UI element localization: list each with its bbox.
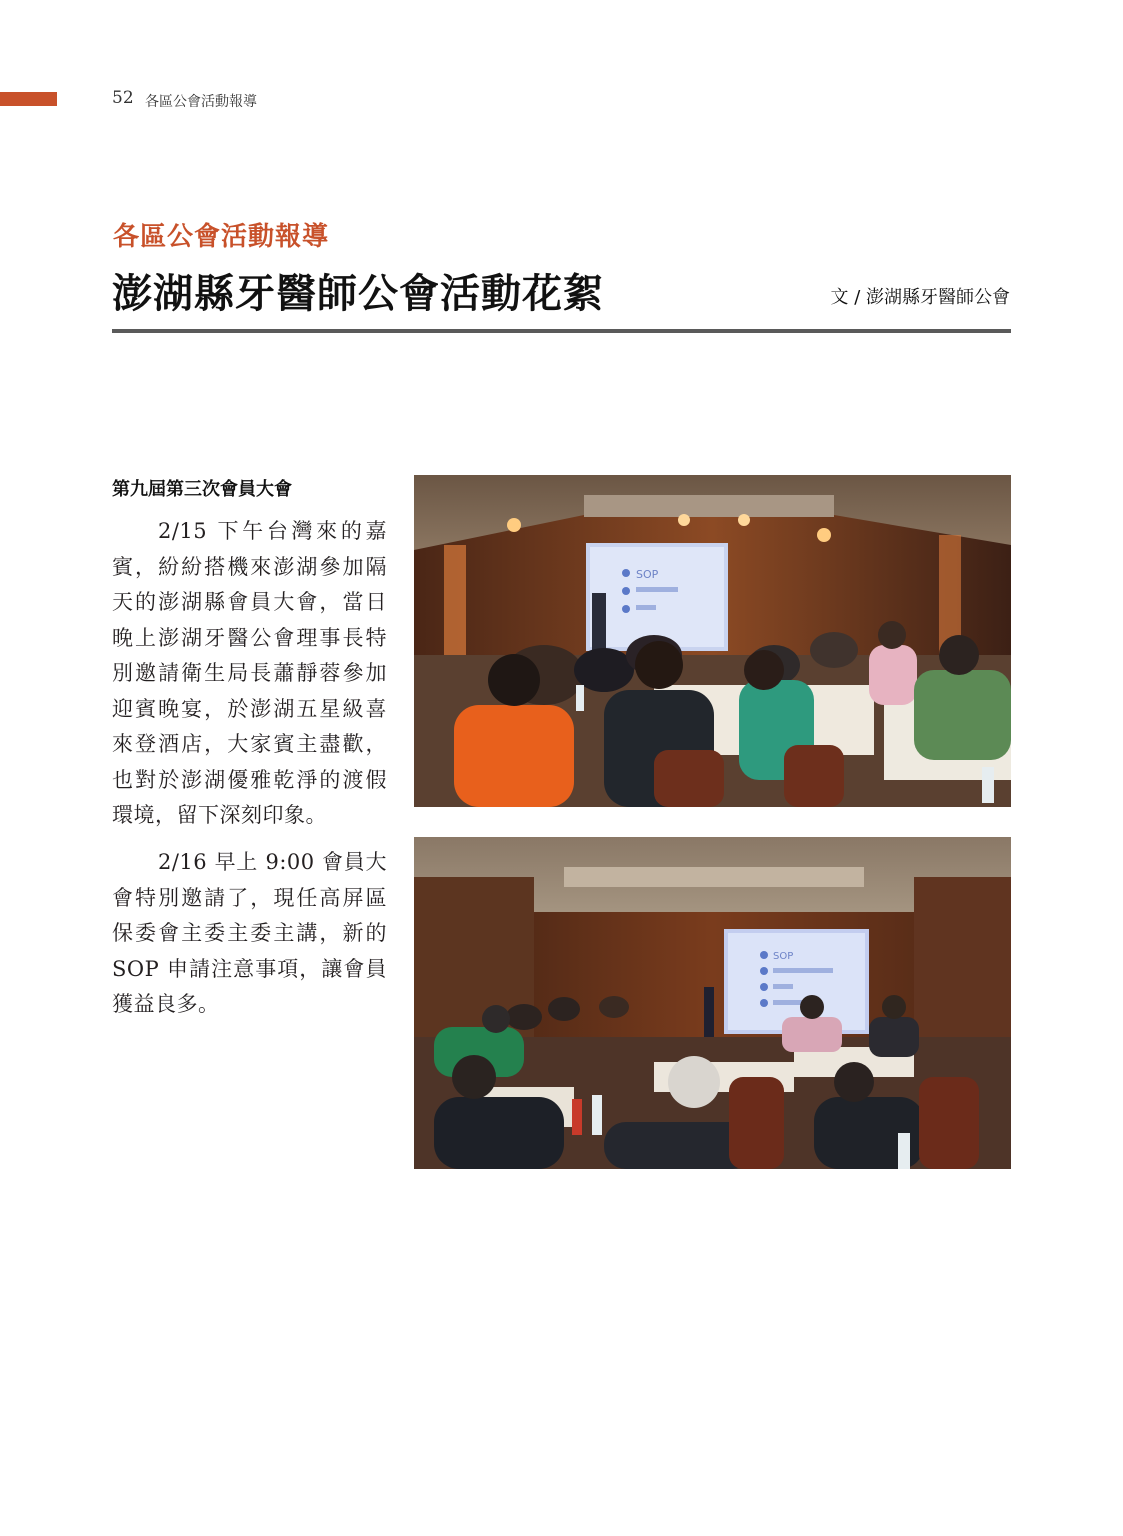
meeting-photo-illustration <box>414 475 1011 807</box>
subheading: 第九屆第三次會員大會 <box>112 479 292 500</box>
meeting-photo-illustration <box>414 837 1011 1169</box>
title-divider <box>112 329 1011 333</box>
section-kicker: 各區公會活動報導 <box>113 222 330 252</box>
slide-label: SOP <box>636 568 659 581</box>
meeting-photo <box>414 475 1011 807</box>
slide-label: SOP <box>773 951 794 962</box>
running-header: 各區公會活動報導 <box>145 94 257 110</box>
page-number: 52 <box>112 88 134 108</box>
section-tab-marker <box>0 92 57 106</box>
article-title: 澎湖縣牙醫師公會活動花絮 <box>112 271 604 317</box>
paragraph: 2/15 下午台灣來的嘉賓，紛紛搭機來澎湖參加隔天的澎湖縣會員大會，當日晚上澎湖牙醫公會理事長特別邀請衛生局長蕭靜蓉參加迎賓晚宴，於澎湖五星級喜來登酒店，大家賓主盡歡，也對於澎湖優雅乾淨的渡假環境，留下深刻印象。 <box>112 519 387 827</box>
byline: 文 / 澎湖縣牙醫師公會 <box>830 287 1010 308</box>
paragraph: 2/16 早上 9:00 會員大會特別邀請了，現任高屏區保委會主委主委主講，新的 SOP 申請注意事項，讓會員獲益良多。 <box>112 850 387 1016</box>
meeting-photo <box>414 837 1011 1169</box>
